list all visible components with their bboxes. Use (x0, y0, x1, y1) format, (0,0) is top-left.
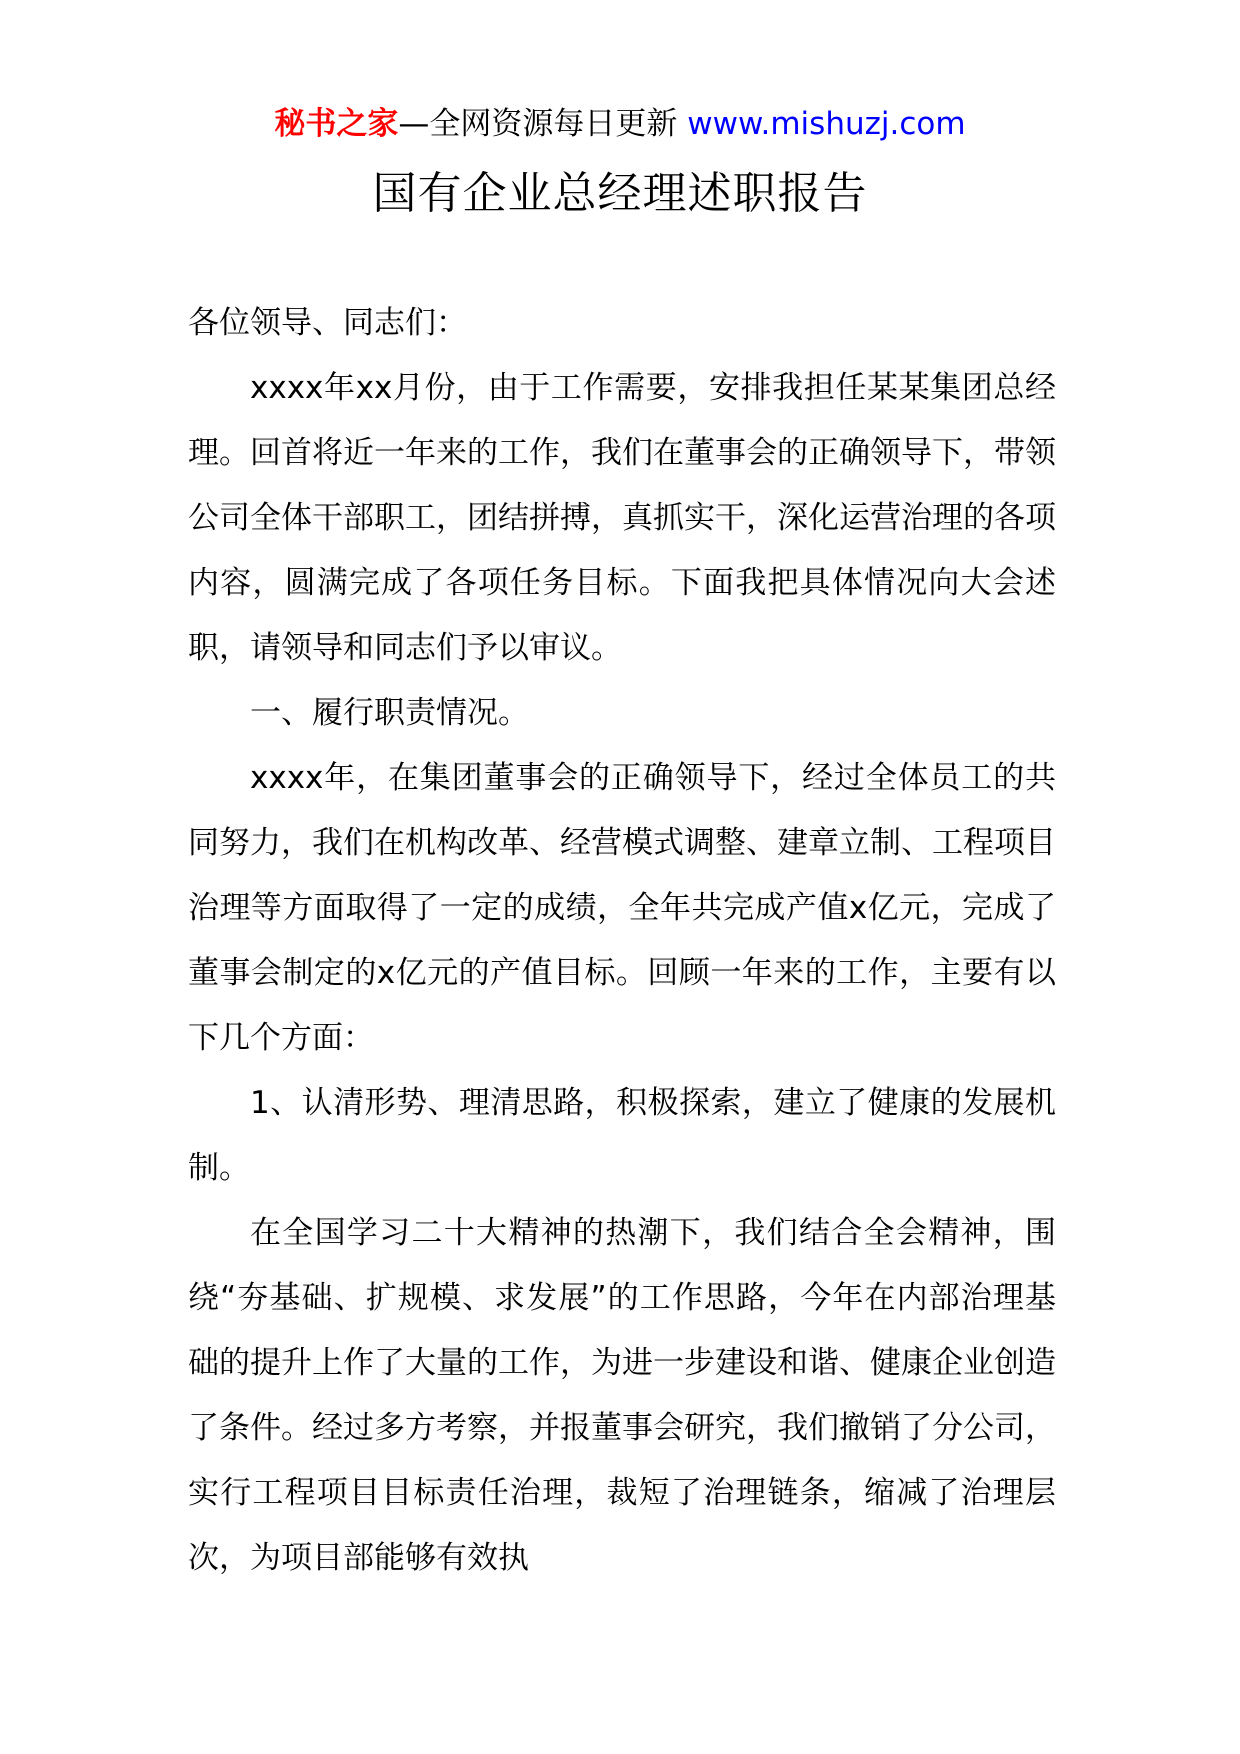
subheading-mechanism: 1、认清形势、理清思路，积极探索，建立了健康的发展机制。 (188, 1085, 1056, 1186)
site-header (0, 100, 1240, 148)
site-tagline: —全网资源每日更新 (398, 106, 688, 142)
document-title: 国有企业总经理述职报告 (372, 168, 868, 219)
site-url-link[interactable]: www.mishuzj.com (687, 106, 966, 142)
site-brand: 秘书之家 (274, 106, 399, 142)
document-body (188, 291, 1056, 1591)
salutation: 各位领导、同志们： (188, 305, 467, 341)
section-heading-duties: 一、履行职责情况。 (250, 695, 529, 731)
paragraph-mechanism-detail: 在全国学习二十大精神的热潮下，我们结合全会精神，围绕“夯基础、扩规模、求发展”的工作思路，今年在内部治理基础的提升上作了大量的工作，为进一步建设和谐、健康企业创造了条件。经过多方考察，并报董事会研究，我们撤销了分公司，实行工程项目目标责任治理，裁短了治理链条，缩减了治理层次，为项目部能够有效执 (188, 1215, 1056, 1576)
paragraph-intro: xxxx年xx月份，由于工作需要，安排我担任某某集团总经理。回首将近一年来的工作，我们在董事会的正确领导下，带领公司全体干部职工，团结拼搏，真抓实干，深化运营治理的各项内容，圆满完成了各项任务目标。下面我把具体情况向大会述职，请领导和同志们予以审议。 (188, 370, 1056, 666)
paragraph-annual-summary: xxxx年，在集团董事会的正确领导下，经过全体员工的共同努力，我们在机构改革、经营模式调整、建章立制、工程项目治理等方面取得了一定的成绩，全年共完成产值x亿元，完成了董事会制定的x亿元的产值目标。回顾一年来的工作，主要有以下几个方面： (188, 760, 1056, 1056)
